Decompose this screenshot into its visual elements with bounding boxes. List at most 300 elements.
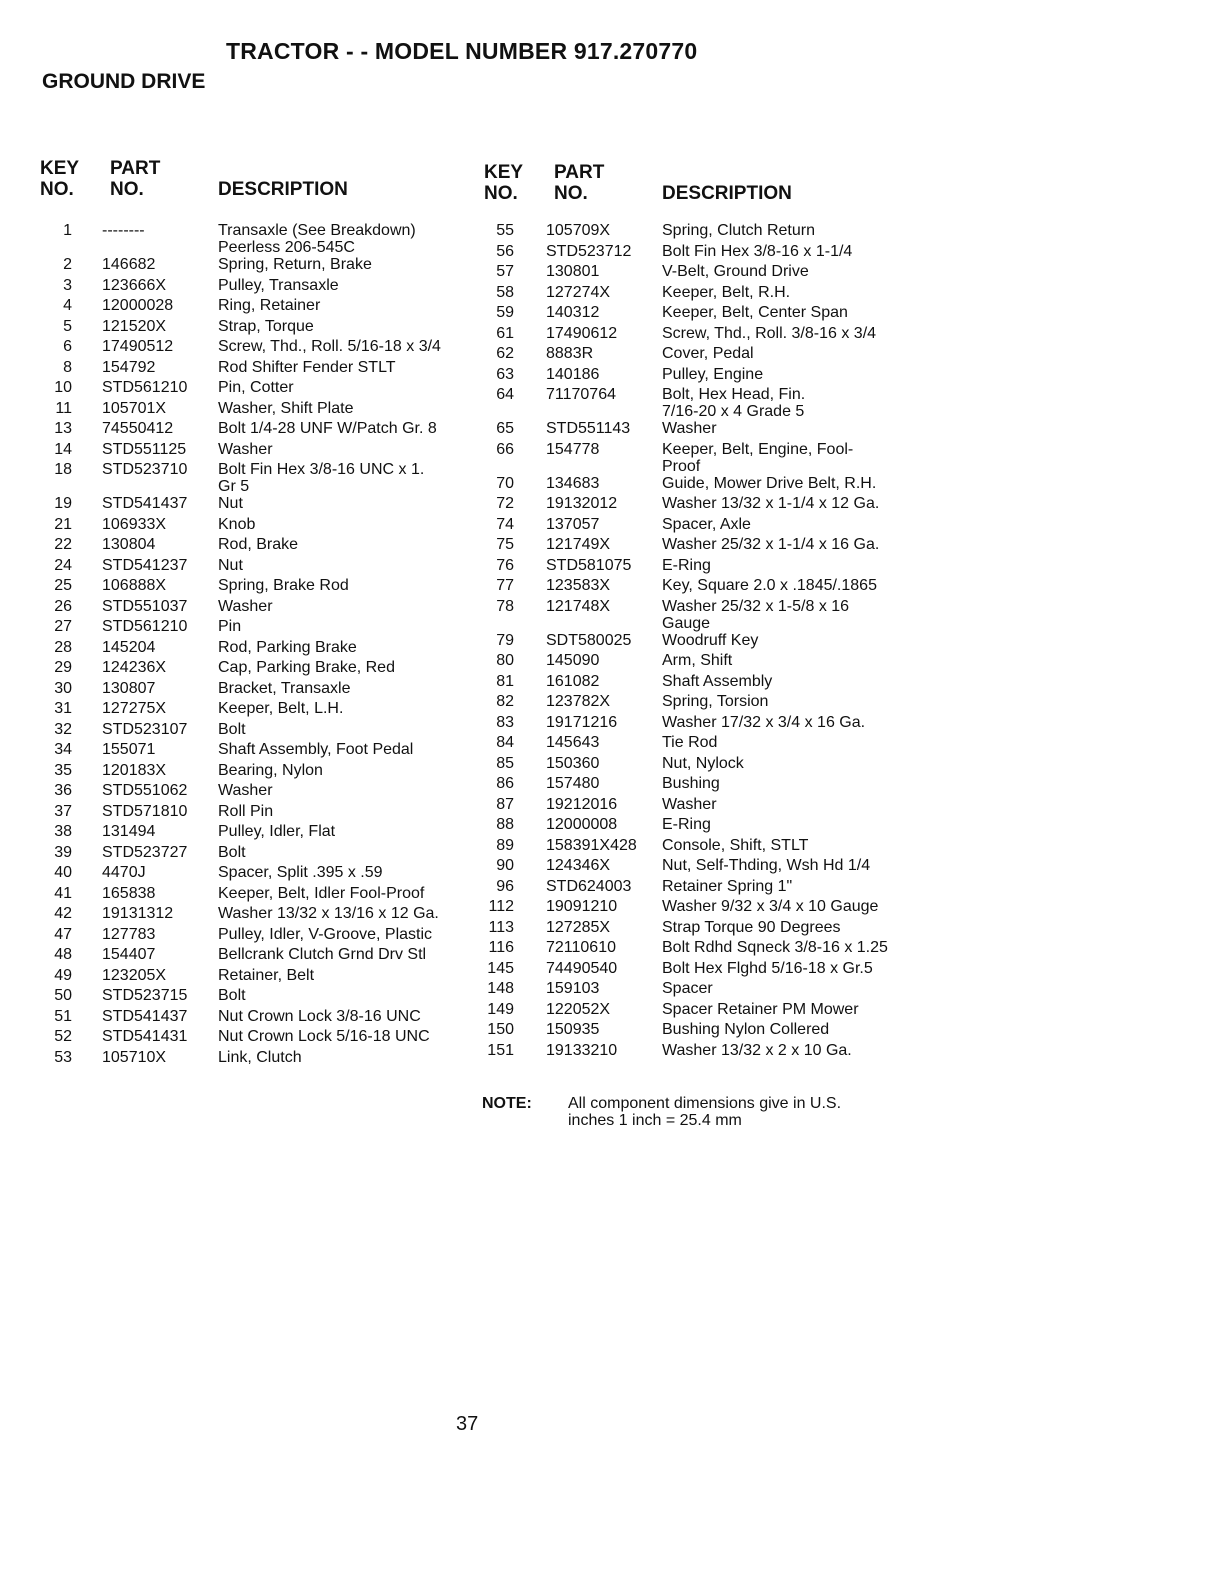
description-line: Washer 13/32 x 13/16 x 12 Ga.: [218, 905, 439, 922]
table-row: [40, 823, 480, 844]
key-number: 14: [54, 440, 72, 458]
key-number: 53: [54, 1048, 72, 1066]
part-number: STD541437: [102, 1007, 188, 1025]
part-description: [218, 536, 480, 553]
part-number: 157480: [546, 775, 600, 792]
part-description: [662, 1001, 922, 1018]
part-description: [218, 618, 480, 635]
description-line: Retainer, Belt: [218, 966, 315, 984]
table-row: [40, 659, 480, 680]
part-description: [662, 775, 922, 792]
part-number: 131494: [102, 823, 156, 840]
note-line-2: inches 1 inch = 25.4 mm: [568, 1112, 742, 1129]
part-number: 154792: [102, 358, 156, 376]
part-number: STD561210: [102, 618, 188, 635]
note-line-1: All component dimensions give in U.S.: [568, 1095, 842, 1112]
key-number: 48: [54, 946, 72, 963]
table-row: [40, 420, 480, 441]
key-number: 2: [63, 256, 72, 273]
table-row: [40, 680, 480, 701]
part-number: STD561210: [102, 379, 188, 396]
table-row: [482, 714, 922, 735]
part-description: [662, 632, 922, 649]
description-line: Gr 5: [218, 478, 250, 495]
part-description: [218, 721, 480, 738]
description-line: Pin, Cotter: [218, 379, 294, 396]
table-row: [482, 536, 922, 557]
part-description: [218, 680, 480, 697]
part-description: [218, 441, 480, 458]
table-row: [482, 939, 922, 960]
key-number: 47: [54, 925, 72, 943]
description-line: Peerless 206-545C: [218, 239, 355, 256]
part-description: [218, 338, 480, 355]
description-line: Keeper, Belt, R.H.: [662, 283, 791, 301]
description-line: Link, Clutch: [218, 1048, 302, 1066]
table-row: [40, 297, 480, 318]
part-description: [662, 980, 922, 997]
description-line: E-Ring: [662, 816, 711, 833]
key-number: 37: [54, 802, 72, 820]
description-line: Pulley, Engine: [662, 365, 764, 383]
table-row: [40, 441, 480, 462]
key-number: 42: [54, 905, 72, 922]
table-row: [482, 755, 922, 776]
key-number: 31: [54, 700, 72, 717]
part-description: [662, 714, 922, 731]
part-number: 124346X: [546, 857, 611, 874]
description-line: Washer 25/32 x 1-5/8 x 16: [662, 597, 850, 615]
description-line: Washer 17/32 x 3/4 x 16 Ga.: [662, 713, 866, 731]
part-number: 130804: [102, 536, 156, 553]
part-description: [662, 898, 922, 915]
description-line: Nut, Nylock: [662, 754, 744, 772]
part-description: [218, 1028, 480, 1045]
key-number: 72: [496, 495, 514, 512]
description-line: Rod, Parking Brake: [218, 638, 357, 656]
description-line: Shaft Assembly, Foot Pedal: [218, 741, 414, 758]
key-number: 24: [54, 556, 72, 574]
part-number: 137057: [546, 515, 600, 533]
part-number: 127274X: [546, 283, 611, 301]
part-description: [218, 926, 480, 943]
description-header: DESCRIPTION: [662, 183, 792, 204]
table-row: [482, 598, 922, 632]
description-line: Bolt: [218, 720, 246, 738]
table-row: [482, 652, 922, 673]
description-line: Pulley, Idler, Flat: [218, 823, 336, 840]
key-number: 5: [63, 317, 72, 335]
key-number: 32: [54, 720, 72, 738]
key-number: 55: [496, 222, 514, 239]
key-number: 76: [496, 556, 514, 574]
key-number: 90: [496, 857, 514, 874]
table-row: [482, 325, 922, 346]
part-description: [662, 693, 922, 710]
part-number: 123782X: [546, 693, 611, 710]
key-number: 29: [54, 659, 72, 676]
table-row: [482, 420, 922, 441]
key-number: 39: [54, 843, 72, 861]
description-line: Pin: [218, 618, 242, 635]
part-number: 121748X: [546, 597, 611, 615]
description-line: Strap Torque 90 Degrees: [662, 918, 841, 936]
key-number: 65: [496, 420, 514, 437]
description-line: Bolt Fin Hex 3/8-16 UNC x 1.: [218, 461, 425, 478]
description-line: Spacer, Split .395 x .59: [218, 864, 383, 881]
description-line: Guide, Mower Drive Belt, R.H.: [662, 474, 877, 492]
description-line: Proof: [662, 457, 701, 475]
table-row: [40, 762, 480, 783]
table-row: [482, 1001, 922, 1022]
page-title: TRACTOR - - MODEL NUMBER 917.270770: [226, 38, 698, 64]
part-number: 12000008: [546, 816, 618, 833]
key-number: 58: [496, 283, 514, 301]
part-number: 12000028: [102, 297, 174, 314]
part-description: [218, 946, 480, 963]
description-line: 7/16-20 x 4 Grade 5: [662, 403, 805, 420]
key-number: 74: [496, 515, 514, 533]
description-line: Spacer Retainer PM Mower: [662, 1000, 859, 1018]
table-row: [40, 987, 480, 1008]
part-number: 127275X: [102, 700, 167, 717]
part-description: [662, 304, 922, 321]
part-number: 74490540: [546, 959, 618, 977]
description-line: Bolt, Hex Head, Fin.: [662, 386, 806, 403]
part-description: [218, 256, 480, 273]
description-line: Washer, Shift Plate: [218, 399, 354, 417]
description-line: Gauge: [662, 614, 711, 632]
key-no-header: KEY NO.: [484, 162, 524, 204]
key-number: 40: [54, 864, 72, 881]
part-number: 106933X: [102, 515, 167, 533]
table-row: [40, 885, 480, 906]
description-line: Bolt: [218, 843, 246, 861]
part-number: 150360: [546, 754, 600, 772]
part-description: [662, 536, 922, 553]
part-description: [218, 844, 480, 861]
part-number: 145643: [546, 734, 600, 751]
description-line: Console, Shift, STLT: [662, 836, 809, 854]
key-number: 34: [54, 741, 72, 758]
table-header: [40, 158, 480, 222]
table-row: [40, 318, 480, 339]
part-description: [218, 420, 480, 437]
part-description: [218, 885, 480, 902]
table-row: [482, 837, 922, 858]
description-line: Screw, Thd., Roll. 5/16-18 x 3/4: [218, 338, 441, 355]
table-row: [40, 844, 480, 865]
part-description: [662, 796, 922, 813]
part-description: [218, 700, 480, 717]
key-number: 80: [496, 652, 514, 669]
key-number: 86: [496, 775, 514, 792]
table-row: [482, 632, 922, 653]
key-number: 18: [54, 461, 72, 478]
table-row: [40, 277, 480, 298]
part-description: [218, 379, 480, 396]
part-description: [218, 297, 480, 314]
description-line: Bolt Rdhd Sqneck 3/8-16 x 1.25: [662, 939, 888, 956]
part-description: [218, 823, 480, 840]
description-line: Pulley, Transaxle: [218, 276, 339, 294]
key-number: 4: [63, 297, 72, 314]
parts-list-right: [482, 222, 922, 1062]
key-number: 30: [54, 679, 72, 697]
key-number: 56: [496, 242, 514, 260]
part-number: 123205X: [102, 966, 167, 984]
description-line: Rod, Brake: [218, 536, 299, 553]
part-description: [662, 557, 922, 574]
table-header: [482, 158, 922, 222]
table-row: [482, 816, 922, 837]
part-number: 145204: [102, 638, 156, 656]
key-number: 151: [487, 1041, 514, 1059]
part-number: 130807: [102, 679, 156, 697]
table-row: [40, 700, 480, 721]
key-number: 28: [54, 638, 72, 656]
table-row: [482, 796, 922, 817]
key-number: 70: [496, 474, 514, 492]
part-number: --------: [102, 222, 145, 239]
description-line: Washer: [218, 782, 273, 799]
part-description: [662, 939, 922, 956]
part-description: [662, 386, 922, 420]
part-number: 161082: [546, 672, 600, 690]
part-number: 150935: [546, 1021, 600, 1038]
part-description: [218, 987, 480, 1004]
part-number: 19131312: [102, 905, 174, 922]
part-description: [218, 495, 480, 512]
part-number: 155071: [102, 741, 156, 758]
table-row: [482, 734, 922, 755]
description-line: Transaxle (See Breakdown): [218, 222, 416, 239]
key-number: 83: [496, 713, 514, 731]
description-line: Spring, Return, Brake: [218, 256, 372, 273]
key-number: 84: [496, 734, 514, 751]
parts-list-left: [40, 222, 480, 1069]
table-row: [40, 618, 480, 639]
table-row: [40, 379, 480, 400]
table-row: [482, 857, 922, 878]
table-row: [482, 577, 922, 598]
part-number: 120183X: [102, 761, 167, 779]
key-number: 112: [488, 898, 514, 915]
part-number: STD551143: [546, 420, 631, 437]
table-row: [482, 386, 922, 420]
description-line: Bolt: [218, 987, 246, 1004]
description-line: Bolt Fin Hex 3/8-16 x 1-1/4: [662, 242, 853, 260]
key-number: 87: [496, 795, 514, 813]
table-row: [482, 243, 922, 264]
table-row: [40, 741, 480, 762]
table-row: [40, 946, 480, 967]
table-row: [40, 1008, 480, 1029]
part-description: [218, 461, 480, 495]
part-number: 145090: [546, 652, 600, 669]
key-number: 1: [63, 222, 72, 239]
table-row: [40, 222, 480, 256]
description-line: Keeper, Belt, L.H.: [218, 700, 344, 717]
table-row: [482, 919, 922, 940]
description-line: Bracket, Transaxle: [218, 679, 351, 697]
description-line: Key, Square 2.0 x .1845/.1865: [662, 577, 877, 594]
part-description: [662, 837, 922, 854]
key-number: 49: [54, 966, 72, 984]
part-description: [662, 284, 922, 301]
table-row: [482, 878, 922, 899]
description-line: Bellcrank Clutch Grnd Drv Stl: [218, 946, 427, 963]
key-number: 150: [487, 1021, 514, 1038]
description-line: Keeper, Belt, Engine, Fool-: [662, 440, 854, 458]
dimensions-note: [482, 1095, 922, 1129]
part-number: 134683: [546, 474, 600, 492]
part-number: 19091210: [546, 898, 618, 915]
description-line: Ring, Retainer: [218, 297, 321, 314]
part-number: STD523107: [102, 720, 188, 738]
part-number: STD551062: [102, 782, 188, 799]
part-number: STD523727: [102, 843, 188, 861]
description-line: Keeper, Belt, Center Span: [662, 304, 848, 321]
table-row: [40, 639, 480, 660]
key-number: 36: [54, 782, 72, 799]
part-number: STD551125: [102, 440, 187, 458]
part-description: [662, 755, 922, 772]
part-description: [218, 359, 480, 376]
description-line: Shaft Assembly: [662, 672, 773, 690]
description-line: Cover, Pedal: [662, 345, 754, 362]
table-row: [40, 536, 480, 557]
table-row: [482, 673, 922, 694]
key-number: 145: [487, 959, 514, 977]
description-line: Nut: [218, 495, 243, 512]
key-no-header: KEY NO.: [40, 158, 80, 200]
description-line: Washer 9/32 x 3/4 x 10 Gauge: [662, 898, 879, 915]
table-row: [482, 980, 922, 1001]
parts-table-left: [40, 158, 480, 1069]
table-row: [482, 495, 922, 516]
part-number: STD541437: [102, 495, 188, 512]
part-number: 127285X: [546, 918, 611, 936]
part-number: 146682: [102, 256, 156, 273]
description-line: V-Belt, Ground Drive: [662, 263, 809, 280]
key-number: 96: [496, 877, 514, 895]
key-number: 89: [496, 836, 514, 854]
part-number: STD551037: [102, 597, 188, 615]
part-description: [662, 263, 922, 280]
table-row: [40, 721, 480, 742]
part-description: [218, 864, 480, 881]
part-number: 105710X: [102, 1048, 167, 1066]
description-line: Tie Rod: [662, 734, 718, 751]
key-number: 22: [54, 536, 72, 553]
table-row: [40, 461, 480, 495]
part-description: [662, 441, 922, 475]
description-line: Spacer, Axle: [662, 515, 751, 533]
key-number: 8: [63, 358, 72, 376]
part-number: 17490612: [546, 324, 618, 342]
part-description: [218, 557, 480, 574]
part-number: 19132012: [546, 495, 618, 512]
table-row: [40, 782, 480, 803]
table-row: [40, 338, 480, 359]
part-number: 19171216: [546, 713, 618, 731]
part-description: [662, 816, 922, 833]
table-row: [482, 263, 922, 284]
table-row: [40, 905, 480, 926]
table-row: [40, 495, 480, 516]
part-description: [662, 652, 922, 669]
description-line: Washer: [662, 795, 717, 813]
description-line: Roll Pin: [218, 802, 274, 820]
part-description: [662, 325, 922, 342]
part-description: [218, 1049, 480, 1066]
part-number: 123583X: [546, 577, 611, 594]
key-number: 149: [487, 1000, 514, 1018]
page-number: 37: [456, 1413, 479, 1435]
part-number: STD581075: [546, 556, 632, 574]
part-description: [662, 366, 922, 383]
table-row: [40, 1049, 480, 1070]
description-line: Spring, Torsion: [662, 693, 769, 710]
part-description: [218, 516, 480, 533]
key-number: 52: [54, 1028, 72, 1045]
section-title: GROUND DRIVE: [42, 70, 206, 93]
part-number: 121520X: [102, 317, 167, 335]
part-description: [218, 905, 480, 922]
description-line: Washer 25/32 x 1-1/4 x 16 Ga.: [662, 536, 880, 553]
table-row: [482, 1021, 922, 1042]
description-line: Screw, Thd., Roll. 3/8-16 x 3/4: [662, 324, 877, 342]
part-number: SDT580025: [546, 631, 632, 649]
key-number: 26: [54, 597, 72, 615]
table-row: [482, 898, 922, 919]
table-row: [40, 1028, 480, 1049]
description-line: Washer: [218, 597, 273, 615]
part-description: [218, 639, 480, 656]
description-line: Bolt Hex Flghd 5/16-18 x Gr.5: [662, 959, 873, 977]
part-number: 72110610: [546, 939, 616, 956]
part-number: 154778: [546, 440, 600, 458]
key-number: 85: [496, 754, 514, 772]
description-line: Washer 13/32 x 1-1/4 x 12 Ga.: [662, 495, 880, 512]
part-number: 154407: [102, 946, 156, 963]
key-number: 10: [54, 379, 72, 396]
table-row: [482, 366, 922, 387]
part-no-header: PART NO.: [554, 162, 605, 204]
key-number: 35: [54, 761, 72, 779]
part-description: [662, 960, 922, 977]
part-number: 127783: [102, 925, 156, 943]
key-number: 27: [54, 618, 72, 635]
part-description: [218, 782, 480, 799]
table-row: [482, 284, 922, 305]
table-row: [40, 926, 480, 947]
part-description: [662, 1021, 922, 1038]
table-row: [40, 557, 480, 578]
key-number: 64: [496, 386, 514, 403]
part-number: 17490512: [102, 338, 174, 355]
part-number: STD571810: [102, 802, 188, 820]
description-line: Bushing Nylon Collered: [662, 1021, 830, 1038]
part-no-header: PART NO.: [110, 158, 161, 200]
part-number: 158391X428: [546, 836, 637, 854]
key-number: 63: [496, 365, 514, 383]
table-row: [40, 256, 480, 277]
part-description: [662, 1042, 922, 1059]
part-description: [218, 967, 480, 984]
part-number: 121749X: [546, 536, 611, 553]
